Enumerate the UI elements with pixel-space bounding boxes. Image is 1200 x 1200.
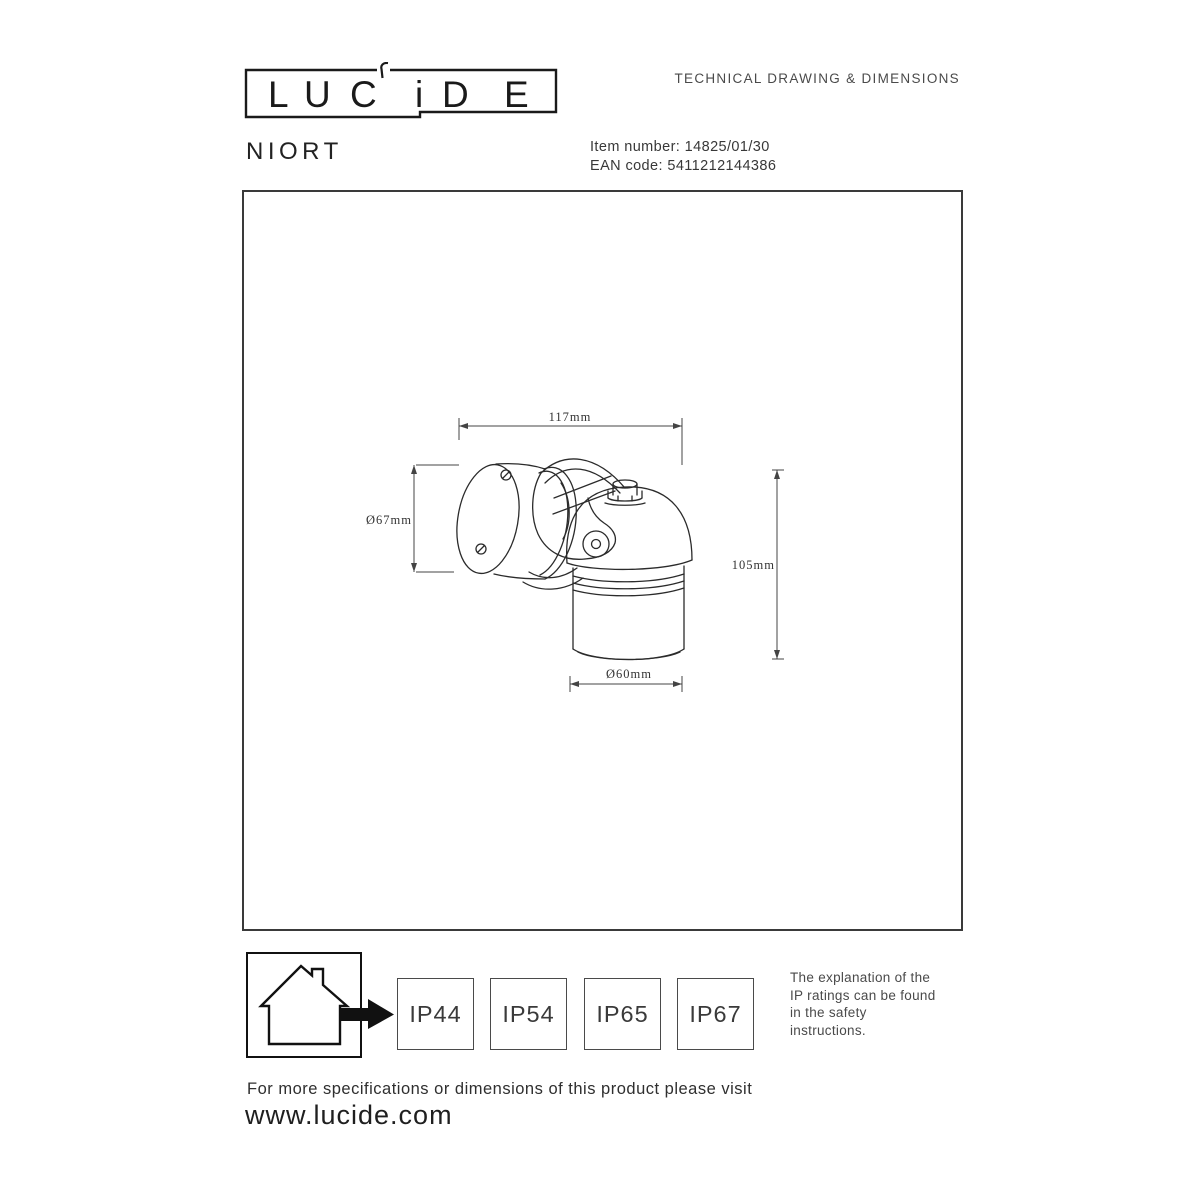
item-number-row bbox=[590, 138, 776, 157]
ean-row bbox=[590, 157, 776, 176]
wall-spot-light-drawing bbox=[449, 459, 692, 660]
dimension-mount-diameter-label: Ø67mm bbox=[366, 513, 412, 527]
drawing-box bbox=[242, 190, 963, 931]
ean-label: EAN code: bbox=[590, 158, 663, 174]
ean-value: 5411212144386 bbox=[667, 158, 777, 174]
logo-c-accent bbox=[381, 63, 388, 78]
item-number-value: 14825/01/30 bbox=[684, 139, 770, 155]
item-info bbox=[590, 138, 776, 176]
ip-badge-ip65 bbox=[584, 978, 661, 1050]
footer-note: For more specifications or dimensions of this product please visit bbox=[247, 1080, 753, 1098]
ip-badge-label: IP44 bbox=[409, 1000, 462, 1027]
dimension-height-label: 105mm bbox=[731, 558, 775, 572]
logo-letter: C bbox=[350, 74, 377, 115]
dimension-mount-diameter bbox=[366, 465, 459, 572]
ip-badge-label: IP65 bbox=[596, 1000, 649, 1027]
technical-drawing bbox=[244, 192, 961, 929]
doc-title: TECHNICAL DRAWING & DIMENSIONS bbox=[674, 71, 960, 86]
ip-badge-ip67 bbox=[677, 978, 754, 1050]
logo-letter: L bbox=[268, 74, 289, 115]
ip-note-line: in the safety bbox=[790, 1005, 867, 1020]
website-link[interactable]: www.lucide.com bbox=[245, 1100, 453, 1130]
ip-note-line: instructions. bbox=[790, 1022, 866, 1038]
dimension-height bbox=[732, 470, 784, 659]
dimension-head-diameter bbox=[570, 667, 682, 692]
dimension-width-label: 117mm bbox=[548, 410, 592, 424]
ip-badge-ip54 bbox=[490, 978, 567, 1050]
dimension-width bbox=[459, 410, 682, 465]
logo-letter: E bbox=[504, 74, 529, 115]
indoor-arrow-icon bbox=[341, 998, 395, 1031]
logo-letter: i bbox=[415, 74, 424, 115]
dimension-head-diameter-label: Ø60mm bbox=[606, 667, 652, 681]
logo-letter: U bbox=[304, 74, 331, 115]
ip-badge-label: IP54 bbox=[502, 1000, 555, 1027]
ip-ratings-note bbox=[790, 969, 936, 1039]
ip-note-line: IP ratings can be found bbox=[790, 987, 936, 1003]
ip-badge-label: IP67 bbox=[689, 1000, 742, 1027]
item-number-label: Item number: bbox=[590, 139, 681, 155]
product-name: NIORT bbox=[246, 138, 343, 165]
logo-letter: D bbox=[442, 74, 469, 115]
lucide-logo bbox=[244, 62, 558, 124]
ip-note-line: The explanation of the bbox=[790, 970, 931, 985]
ip-badge-ip44 bbox=[397, 978, 474, 1050]
